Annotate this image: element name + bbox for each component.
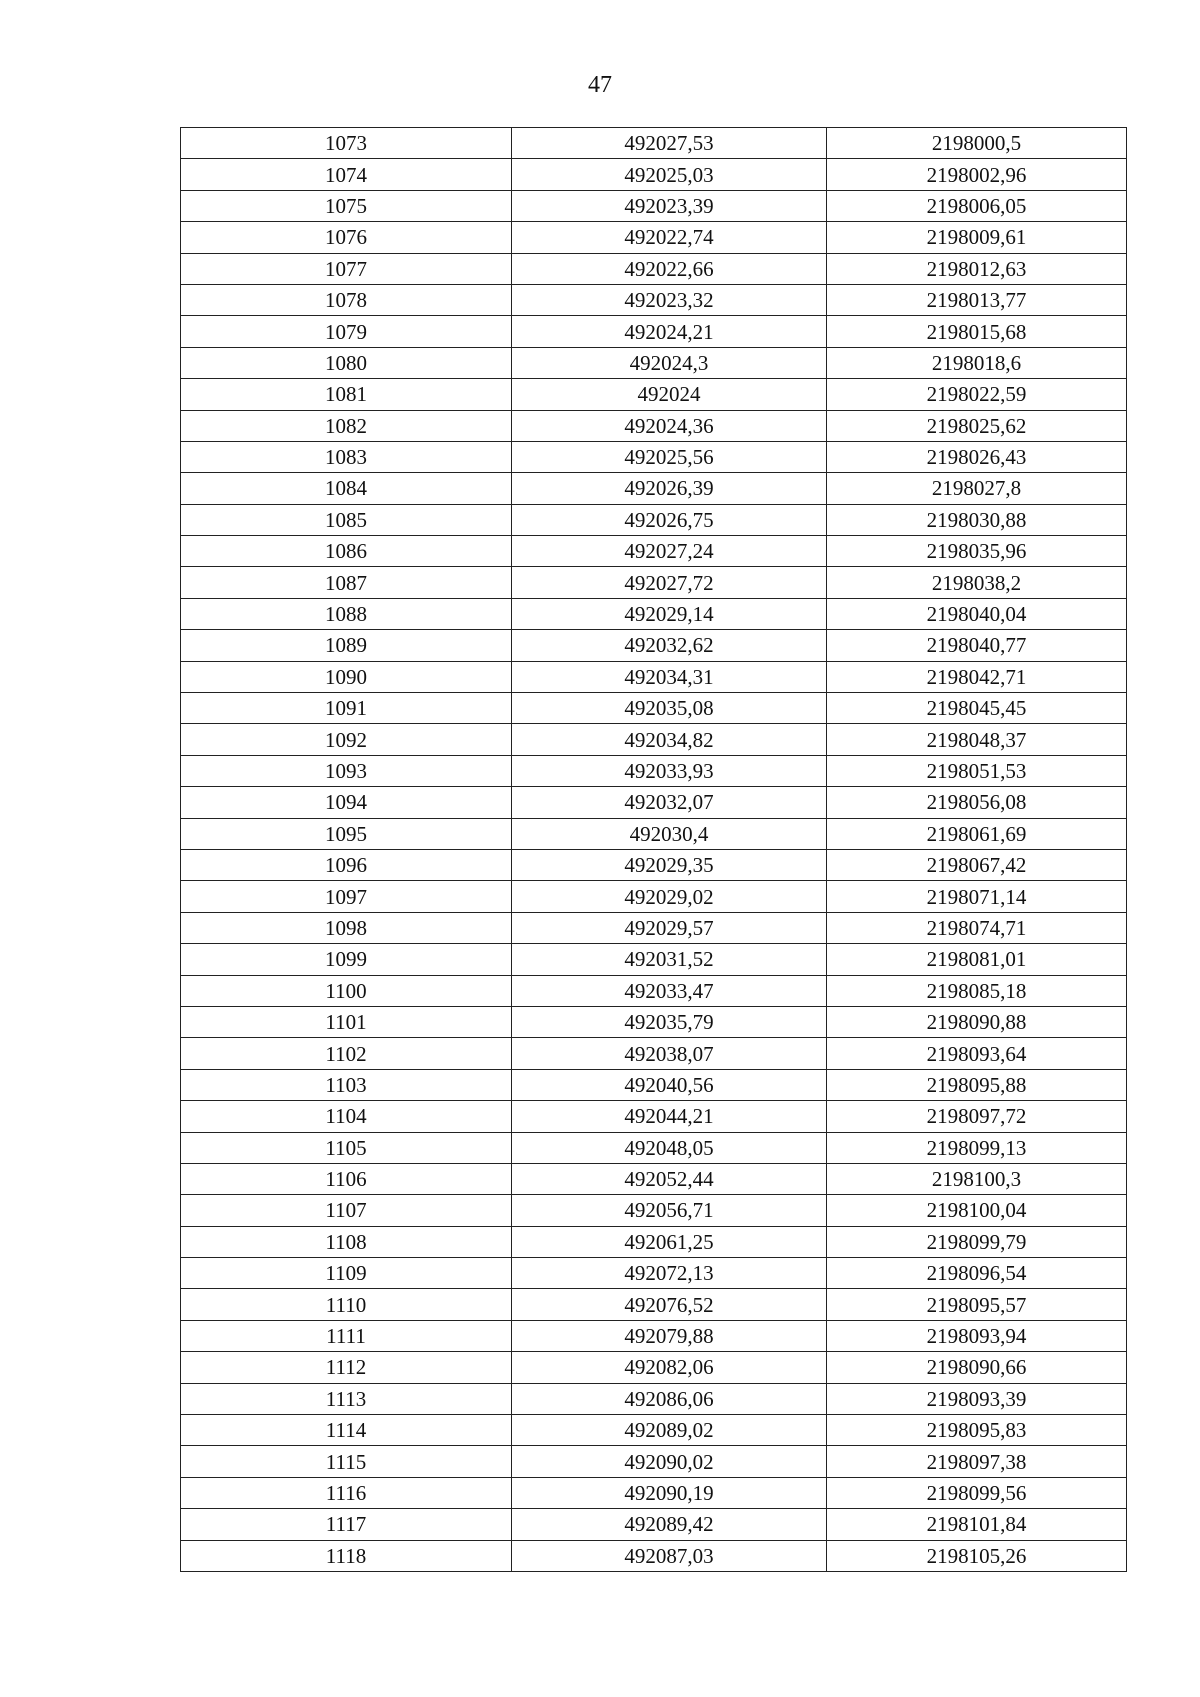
table-row [181, 1258, 1127, 1289]
x-coordinate-cell: 492031,52 [512, 944, 827, 975]
point-number-cell: 1088 [181, 598, 512, 629]
y-coordinate-cell: 2198038,2 [827, 567, 1127, 598]
x-coordinate-cell: 492035,08 [512, 693, 827, 724]
point-number-cell: 1082 [181, 410, 512, 441]
y-coordinate-cell: 2198061,69 [827, 818, 1127, 849]
y-coordinate-cell: 2198099,56 [827, 1477, 1127, 1508]
point-number-cell: 1079 [181, 316, 512, 347]
table-row [181, 912, 1127, 943]
point-number-cell: 1092 [181, 724, 512, 755]
x-coordinate-cell: 492022,66 [512, 253, 827, 284]
x-coordinate-cell: 492090,02 [512, 1446, 827, 1477]
y-coordinate-cell: 2198100,3 [827, 1163, 1127, 1194]
point-number-cell: 1112 [181, 1352, 512, 1383]
x-coordinate-cell: 492044,21 [512, 1101, 827, 1132]
table-row [181, 630, 1127, 661]
table-row [181, 1446, 1127, 1477]
y-coordinate-cell: 2198071,14 [827, 881, 1127, 912]
y-coordinate-cell: 2198045,45 [827, 693, 1127, 724]
y-coordinate-cell: 2198018,6 [827, 347, 1127, 378]
y-coordinate-cell: 2198002,96 [827, 159, 1127, 190]
point-number-cell: 1084 [181, 473, 512, 504]
y-coordinate-cell: 2198093,64 [827, 1038, 1127, 1069]
y-coordinate-cell: 2198096,54 [827, 1258, 1127, 1289]
y-coordinate-cell: 2198085,18 [827, 975, 1127, 1006]
x-coordinate-cell: 492082,06 [512, 1352, 827, 1383]
table-row [181, 975, 1127, 1006]
y-coordinate-cell: 2198013,77 [827, 284, 1127, 315]
coordinates-table-body [181, 128, 1127, 1572]
x-coordinate-cell: 492025,56 [512, 441, 827, 472]
table-row [181, 693, 1127, 724]
x-coordinate-cell: 492026,75 [512, 504, 827, 535]
y-coordinate-cell: 2198097,38 [827, 1446, 1127, 1477]
x-coordinate-cell: 492079,88 [512, 1320, 827, 1351]
table-row [181, 128, 1127, 159]
table-row [181, 536, 1127, 567]
point-number-cell: 1100 [181, 975, 512, 1006]
table-row [181, 567, 1127, 598]
table-row [181, 881, 1127, 912]
table-row [181, 190, 1127, 221]
y-coordinate-cell: 2198026,43 [827, 441, 1127, 472]
y-coordinate-cell: 2198093,39 [827, 1383, 1127, 1414]
point-number-cell: 1089 [181, 630, 512, 661]
table-row [181, 1415, 1127, 1446]
table-row [181, 1540, 1127, 1571]
y-coordinate-cell: 2198000,5 [827, 128, 1127, 159]
y-coordinate-cell: 2198040,04 [827, 598, 1127, 629]
point-number-cell: 1080 [181, 347, 512, 378]
y-coordinate-cell: 2198099,79 [827, 1226, 1127, 1257]
point-number-cell: 1106 [181, 1163, 512, 1194]
y-coordinate-cell: 2198095,88 [827, 1069, 1127, 1100]
y-coordinate-cell: 2198027,8 [827, 473, 1127, 504]
table-row [181, 1509, 1127, 1540]
x-coordinate-cell: 492089,42 [512, 1509, 827, 1540]
y-coordinate-cell: 2198051,53 [827, 755, 1127, 786]
y-coordinate-cell: 2198035,96 [827, 536, 1127, 567]
table-row [181, 1195, 1127, 1226]
table-row [181, 1069, 1127, 1100]
y-coordinate-cell: 2198006,05 [827, 190, 1127, 221]
x-coordinate-cell: 492029,35 [512, 849, 827, 880]
point-number-cell: 1098 [181, 912, 512, 943]
point-number-cell: 1093 [181, 755, 512, 786]
x-coordinate-cell: 492035,79 [512, 1006, 827, 1037]
x-coordinate-cell: 492026,39 [512, 473, 827, 504]
x-coordinate-cell: 492052,44 [512, 1163, 827, 1194]
x-coordinate-cell: 492024 [512, 379, 827, 410]
y-coordinate-cell: 2198100,04 [827, 1195, 1127, 1226]
x-coordinate-cell: 492089,02 [512, 1415, 827, 1446]
y-coordinate-cell: 2198081,01 [827, 944, 1127, 975]
x-coordinate-cell: 492061,25 [512, 1226, 827, 1257]
y-coordinate-cell: 2198074,71 [827, 912, 1127, 943]
point-number-cell: 1099 [181, 944, 512, 975]
page-number: 47 [588, 72, 612, 98]
x-coordinate-cell: 492029,14 [512, 598, 827, 629]
x-coordinate-cell: 492034,82 [512, 724, 827, 755]
table-row [181, 222, 1127, 253]
point-number-cell: 1095 [181, 818, 512, 849]
point-number-cell: 1085 [181, 504, 512, 535]
y-coordinate-cell: 2198095,57 [827, 1289, 1127, 1320]
point-number-cell: 1078 [181, 284, 512, 315]
table-row [181, 724, 1127, 755]
x-coordinate-cell: 492022,74 [512, 222, 827, 253]
y-coordinate-cell: 2198093,94 [827, 1320, 1127, 1351]
x-coordinate-cell: 492032,07 [512, 787, 827, 818]
point-number-cell: 1087 [181, 567, 512, 598]
table-row [181, 316, 1127, 347]
y-coordinate-cell: 2198105,26 [827, 1540, 1127, 1571]
table-row [181, 1226, 1127, 1257]
point-number-cell: 1114 [181, 1415, 512, 1446]
x-coordinate-cell: 492023,39 [512, 190, 827, 221]
table-row [181, 159, 1127, 190]
x-coordinate-cell: 492040,56 [512, 1069, 827, 1100]
table-row [181, 944, 1127, 975]
table-row [181, 379, 1127, 410]
y-coordinate-cell: 2198022,59 [827, 379, 1127, 410]
table-row [181, 473, 1127, 504]
x-coordinate-cell: 492024,21 [512, 316, 827, 347]
point-number-cell: 1116 [181, 1477, 512, 1508]
table-row [181, 1101, 1127, 1132]
y-coordinate-cell: 2198040,77 [827, 630, 1127, 661]
point-number-cell: 1081 [181, 379, 512, 410]
y-coordinate-cell: 2198030,88 [827, 504, 1127, 535]
y-coordinate-cell: 2198067,42 [827, 849, 1127, 880]
y-coordinate-cell: 2198009,61 [827, 222, 1127, 253]
table-row [181, 849, 1127, 880]
x-coordinate-cell: 492033,93 [512, 755, 827, 786]
x-coordinate-cell: 492027,24 [512, 536, 827, 567]
point-number-cell: 1102 [181, 1038, 512, 1069]
table-row [181, 1289, 1127, 1320]
x-coordinate-cell: 492030,4 [512, 818, 827, 849]
x-coordinate-cell: 492027,53 [512, 128, 827, 159]
point-number-cell: 1101 [181, 1006, 512, 1037]
point-number-cell: 1075 [181, 190, 512, 221]
table-row [181, 347, 1127, 378]
point-number-cell: 1115 [181, 1446, 512, 1477]
point-number-cell: 1090 [181, 661, 512, 692]
y-coordinate-cell: 2198056,08 [827, 787, 1127, 818]
point-number-cell: 1113 [181, 1383, 512, 1414]
x-coordinate-cell: 492029,57 [512, 912, 827, 943]
table-row [181, 1163, 1127, 1194]
point-number-cell: 1118 [181, 1540, 512, 1571]
table-row [181, 1038, 1127, 1069]
x-coordinate-cell: 492027,72 [512, 567, 827, 598]
point-number-cell: 1111 [181, 1320, 512, 1351]
point-number-cell: 1107 [181, 1195, 512, 1226]
point-number-cell: 1108 [181, 1226, 512, 1257]
point-number-cell: 1073 [181, 128, 512, 159]
x-coordinate-cell: 492034,31 [512, 661, 827, 692]
x-coordinate-cell: 492072,13 [512, 1258, 827, 1289]
table-row [181, 755, 1127, 786]
x-coordinate-cell: 492024,3 [512, 347, 827, 378]
table-row [181, 661, 1127, 692]
point-number-cell: 1083 [181, 441, 512, 472]
x-coordinate-cell: 492032,62 [512, 630, 827, 661]
table-row [181, 818, 1127, 849]
table-row [181, 1320, 1127, 1351]
y-coordinate-cell: 2198042,71 [827, 661, 1127, 692]
table-row [181, 787, 1127, 818]
point-number-cell: 1117 [181, 1509, 512, 1540]
x-coordinate-cell: 492076,52 [512, 1289, 827, 1320]
x-coordinate-cell: 492033,47 [512, 975, 827, 1006]
x-coordinate-cell: 492090,19 [512, 1477, 827, 1508]
table-row [181, 598, 1127, 629]
table-row [181, 1352, 1127, 1383]
y-coordinate-cell: 2198095,83 [827, 1415, 1127, 1446]
y-coordinate-cell: 2198090,66 [827, 1352, 1127, 1383]
table-row [181, 1477, 1127, 1508]
point-number-cell: 1074 [181, 159, 512, 190]
point-number-cell: 1091 [181, 693, 512, 724]
point-number-cell: 1103 [181, 1069, 512, 1100]
x-coordinate-cell: 492086,06 [512, 1383, 827, 1414]
table-row [181, 284, 1127, 315]
coordinates-table [180, 127, 1127, 1572]
point-number-cell: 1110 [181, 1289, 512, 1320]
table-row [181, 253, 1127, 284]
table-row [181, 1383, 1127, 1414]
point-number-cell: 1076 [181, 222, 512, 253]
table-row [181, 1132, 1127, 1163]
point-number-cell: 1077 [181, 253, 512, 284]
x-coordinate-cell: 492023,32 [512, 284, 827, 315]
point-number-cell: 1105 [181, 1132, 512, 1163]
point-number-cell: 1109 [181, 1258, 512, 1289]
y-coordinate-cell: 2198097,72 [827, 1101, 1127, 1132]
y-coordinate-cell: 2198099,13 [827, 1132, 1127, 1163]
point-number-cell: 1104 [181, 1101, 512, 1132]
y-coordinate-cell: 2198015,68 [827, 316, 1127, 347]
x-coordinate-cell: 492025,03 [512, 159, 827, 190]
table-row [181, 1006, 1127, 1037]
x-coordinate-cell: 492029,02 [512, 881, 827, 912]
y-coordinate-cell: 2198012,63 [827, 253, 1127, 284]
x-coordinate-cell: 492038,07 [512, 1038, 827, 1069]
x-coordinate-cell: 492048,05 [512, 1132, 827, 1163]
y-coordinate-cell: 2198048,37 [827, 724, 1127, 755]
x-coordinate-cell: 492024,36 [512, 410, 827, 441]
point-number-cell: 1096 [181, 849, 512, 880]
table-row [181, 441, 1127, 472]
table-row [181, 410, 1127, 441]
y-coordinate-cell: 2198090,88 [827, 1006, 1127, 1037]
point-number-cell: 1097 [181, 881, 512, 912]
y-coordinate-cell: 2198025,62 [827, 410, 1127, 441]
y-coordinate-cell: 2198101,84 [827, 1509, 1127, 1540]
x-coordinate-cell: 492056,71 [512, 1195, 827, 1226]
point-number-cell: 1094 [181, 787, 512, 818]
x-coordinate-cell: 492087,03 [512, 1540, 827, 1571]
point-number-cell: 1086 [181, 536, 512, 567]
table-row [181, 504, 1127, 535]
